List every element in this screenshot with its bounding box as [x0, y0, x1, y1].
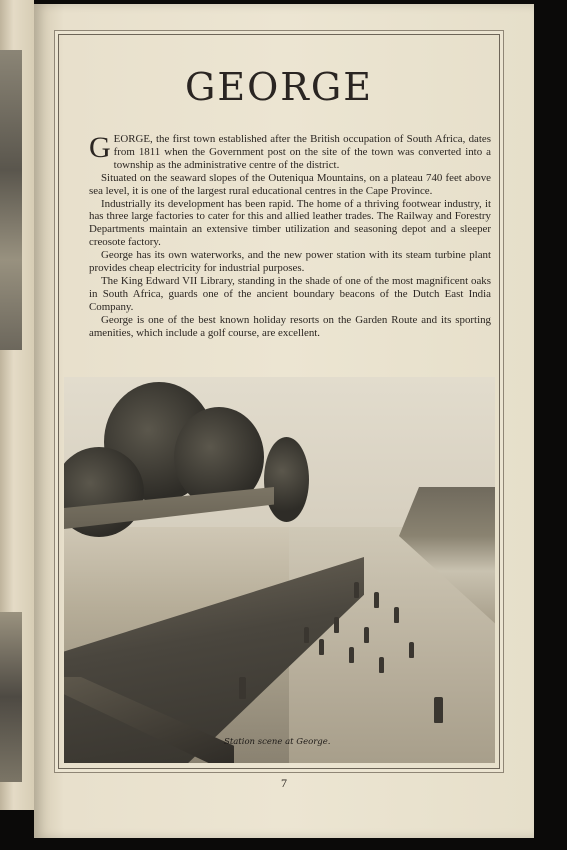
station-photograph: [64, 377, 495, 763]
photo-person: [304, 627, 309, 643]
booklet-page: [34, 4, 534, 838]
photo-person: [319, 639, 324, 655]
photo-person: [394, 607, 399, 623]
paragraph-5: The King Edward VII Library, standing in the shade of one of the most magnificent oaks in South Africa, guards one of the ancient boundary beacons of the Dutch East India Company.: [89, 274, 491, 313]
paragraph-4: George has its own waterworks, and the new power station with its steam turbine plant provides cheap electricity for industrial purposes.: [89, 249, 491, 275]
photo-person: [374, 592, 379, 608]
paragraph-1: [89, 133, 491, 172]
page-number: 7: [281, 776, 287, 790]
photo-tree: [264, 437, 309, 522]
photo-person: [364, 627, 369, 643]
paragraph-6: George is one of the best known holiday resorts on the Garden Route and its sporting amenities, which include a golf course, are excellent.: [89, 313, 491, 339]
facing-page-edge: [0, 0, 34, 810]
paragraph-2: Situated on the seaward slopes of the Outeniqua Mountains, on a plateau 740 feet above sea level, it is one of the largest rural educational centres in the Cape Province.: [89, 171, 491, 197]
photo-person: [409, 642, 414, 658]
photo-person: [434, 697, 443, 723]
drop-cap: G: [89, 131, 111, 164]
page-border-frame: [58, 34, 500, 769]
photo-person: [334, 617, 339, 633]
page-title: GEORGE: [185, 65, 373, 109]
photo-person: [379, 657, 384, 673]
photo-person: [239, 677, 246, 699]
photo-person: [349, 647, 354, 663]
paragraph-3: Industrially its development has been rapid. The home of a thriving footwear industry, it has three large factories to cater for this and allied leather trades. The Railway and Forestry Departments maintain an extensive timber utilization and seasoning depot and a sleeper creosote factory.: [89, 197, 491, 249]
photo-caption: Station scene at George.: [224, 737, 331, 747]
facing-page-image-lower: [0, 612, 22, 782]
photo-person: [354, 582, 359, 598]
paragraph-1-text: EORGE, the first town established after the British occupation of South Africa, dates from 1811 when the Government post on the site of the town was converted into a township as the administrative centre of the district.: [113, 133, 491, 171]
facing-page-image-upper: [0, 50, 22, 350]
article-body: [89, 133, 491, 340]
